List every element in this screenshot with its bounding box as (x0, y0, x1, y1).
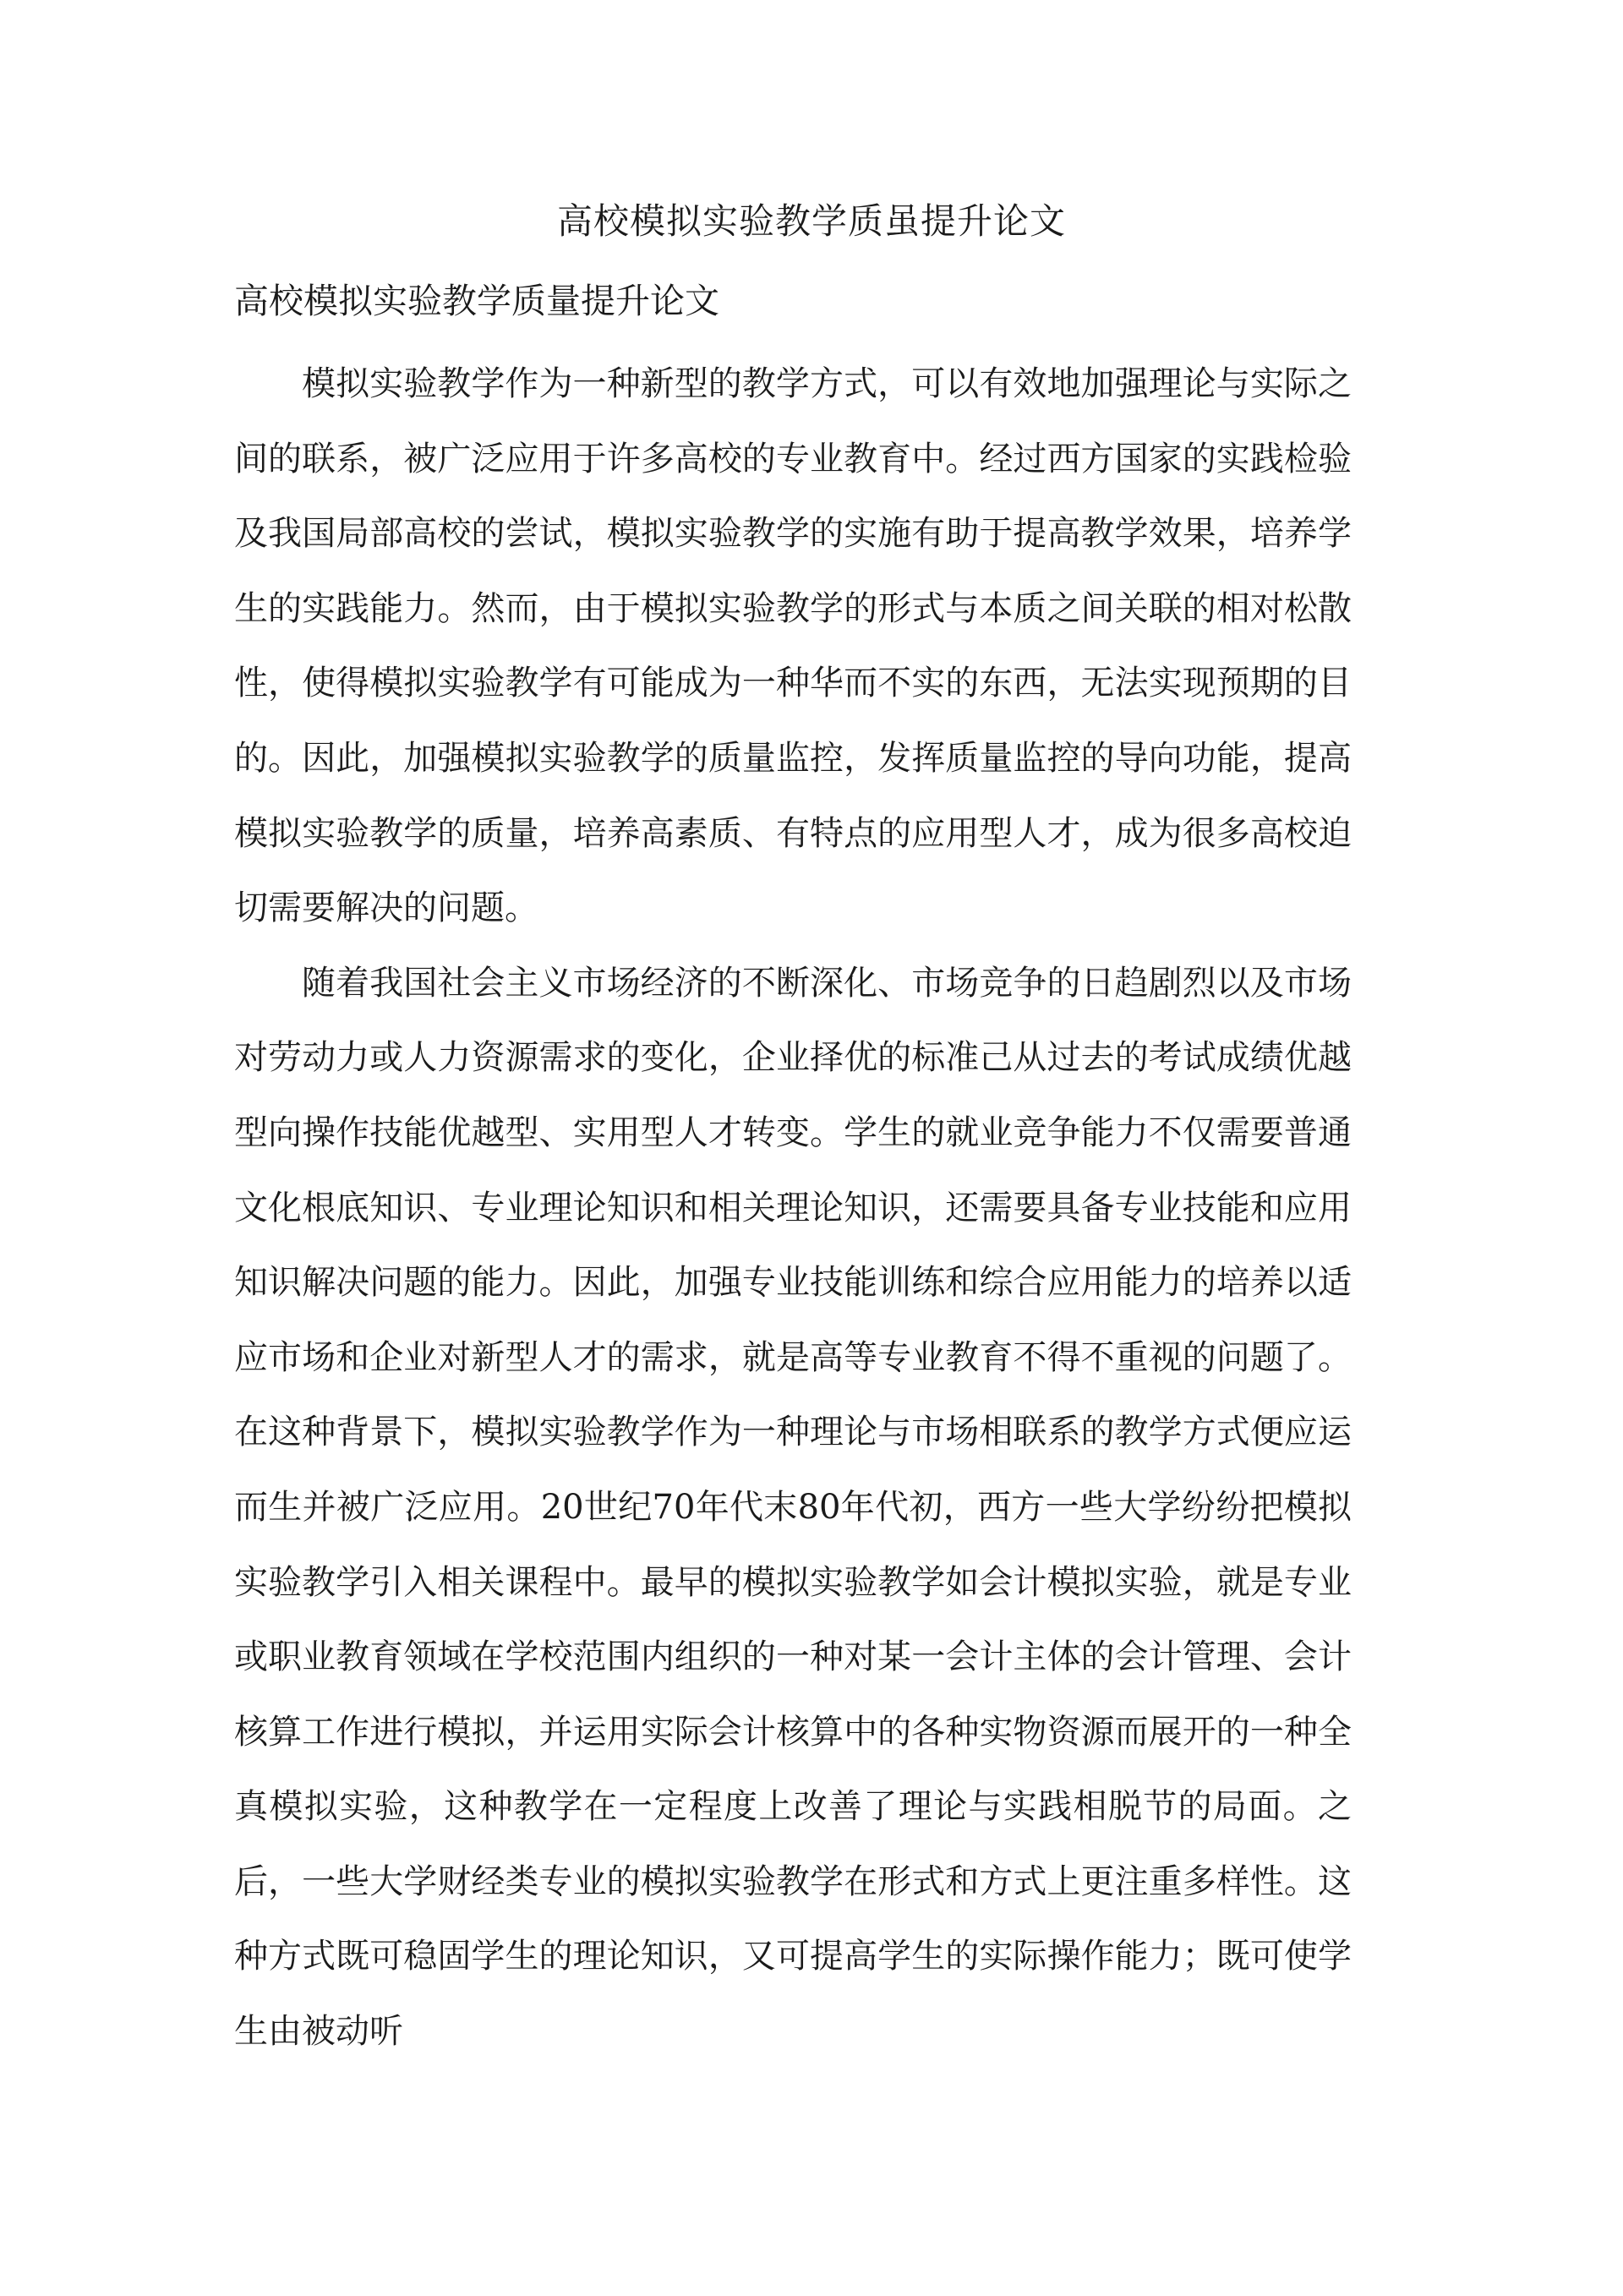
document-body (234, 347, 1352, 2069)
document-title: 高校模拟实验教学质虽提升论文 (556, 200, 1066, 242)
paragraph-2: 随着我国社会主义市场经济的不断深化、市场竞争的日趋剧烈以及市场对劳动力或人力资源需求的变化，企业择优的标准己从过去的考试成绩优越型向操作技能优越型、实用型人才转变。学生的就业竞争能力不仅需要普通文化根底知识、专业理论知识和相关理论知识，还需要具备专业技能和应用知识解决问题的能力。因此，加强专业技能训练和综合应用能力的培养以适应市场和企业对新型人才的需求，就是高等专业教育不得不重视的问题了。在这种背景下，模拟实验教学作为一种理论与市场相联系的教学方式便应运而生并被广泛应用。20世纪70年代末80年代初，西方一些大学纷纷把模拟实验教学引入相关课程中。最早的模拟实验教学如会计模拟实验，就是专业或职业教育领域在学校范围内组织的一种对某一会计主体的会计管理、会计核算工作进行模拟，并运用实际会计核算中的各种实物资源而展开的一种全真模拟实验，这种教学在一定程度上改善了理论与实践相脱节的局面。之后，一些大学财经类专业的模拟实验教学在形式和方式上更注重多样性。这种方式既可稳固学生的理论知识，又可提高学生的实际操作能力；既可使学生由被动听 (234, 963, 1352, 2052)
document-subtitle: 高校模拟实验教学质量提升论文 (234, 281, 719, 321)
paragraph-1: 模拟实验教学作为一种新型的教学方式，可以有效地加强理论与实际之间的联系，被广泛应用于许多高校的专业教育中。经过西方国家的实践检验及我国局部高校的尝试，模拟实验教学的实施有助于提高教学效果，培养学生的实践能力。然而，由于模拟实验教学的形式与本质之间关联的相对松散性，使得模拟实验教学有可能成为一种华而不实的东西，无法实现预期的目的。因此，加强模拟实验教学的质量监控，发挥质量监控的导向功能，提高模拟实验教学的质量，培养高素质、有特点的应用型人才，成为很多高校迫切需要解决的问题。 (234, 364, 1352, 928)
